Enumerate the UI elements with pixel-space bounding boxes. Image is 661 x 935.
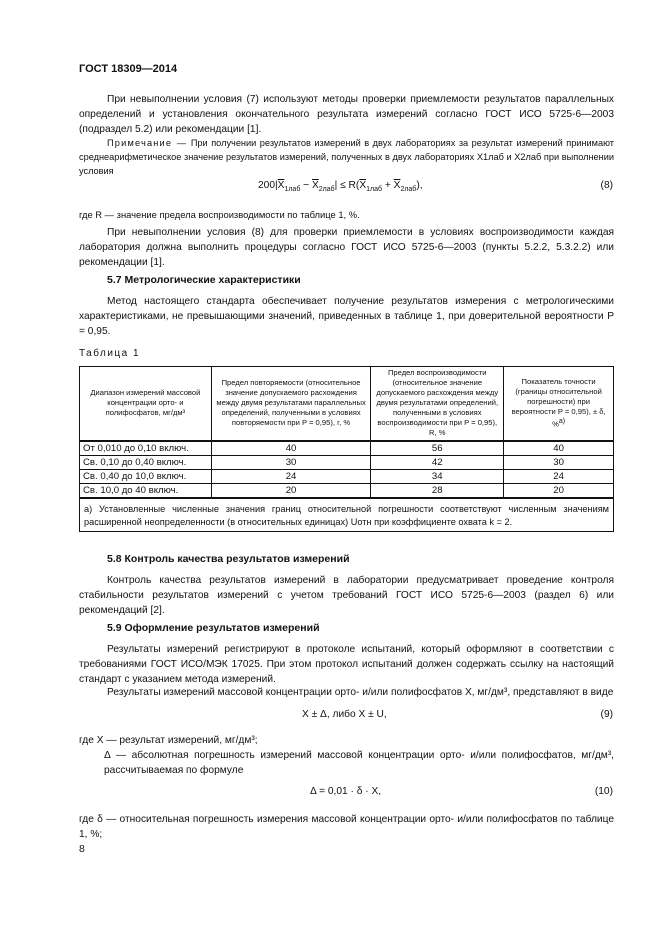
standard-header: ГОСТ 18309—2014 — [79, 63, 178, 75]
table-row: Св. 10,0 до 40 включ. 20 28 20 — [80, 483, 614, 498]
equation-8-number: (8) — [600, 180, 613, 191]
table-header-range: Диапазон измерений массовой концентрации орто- и полифосфатов, мг/дм³ — [80, 367, 212, 441]
section-5-8-title: 5.8 Контроль качества результатов измерений — [107, 553, 350, 565]
table-row: От 0,010 до 0,10 включ. 40 56 40 — [80, 441, 614, 456]
equation-10-number: (10) — [594, 786, 613, 797]
paragraph-protocol: Результаты измерений регистрируют в протоколе испытаний, который оформляют в соответствии с требованиями ГОСТ ИСО/МЭК 17025. При этом протокол испытаний должен содержать ссылку на настоящий стандарт с указанием метода измерений. — [79, 644, 614, 685]
section-5-7-title: 5.7 Метрологические характеристики — [107, 274, 301, 286]
where-R: где R — значение предела воспроизводимости по таблице 1, %. — [79, 209, 360, 220]
table-header-accuracy: Показатель точности (границы относительной погрешности) при вероятности P = 0,95), ± δ, %$^{а)}$ — [504, 367, 614, 441]
equation-8: $200|\overline{X}_{1лаб} - \overline{X}_{2лаб}| \le R(\overline{X}_{1лаб} + \overline{X}_{2лаб})$, — [258, 180, 423, 194]
note-paragraph — [79, 136, 614, 178]
table-footnote: а) Установленные численные значения границ относительной погрешности соответствуют численным значениям расширенной неопределенности (в относительных единицах) Uотн при коэффициенте охвата k = 2. — [80, 498, 614, 532]
paragraph-quality-control: Контроль качества результатов измерений в лаборатории предусматривает проведение контроля стабильности результатов измерений с учетом требований ГОСТ ИСО 5725-6—2003 (раздел 6) или рекомендаций [2]. — [79, 575, 614, 616]
where-X: где X — результат измерений, мг/дм³; — [79, 735, 258, 746]
paragraph-metrology: Метод настоящего стандарта обеспечивает получение результатов измерения с метрологическими характеристиками, не превышающими значений, приведенных в таблице 1, при доверительной вероятности P = 0,95. — [79, 296, 614, 337]
equation-10: Δ = 0,01 · δ · X, — [310, 786, 382, 797]
table-row: Св. 0,40 до 10,0 включ. 24 34 24 — [80, 469, 614, 483]
where-delta: Δ — абсолютная погрешность измерений массовой концентрации орто- и/или полифосфатов, мг/дм³, рассчитываемая по формуле — [104, 750, 614, 776]
section-5-9-title: 5.9 Оформление результатов измерений — [107, 622, 320, 634]
table-1 — [79, 366, 614, 532]
paragraph-condition-8: При невыполнении условия (8) для проверки приемлемости в условиях воспроизводимости каждая лаборатория должна выполнить процедуры согласно ГОСТ ИСО 5725-6—2003 (пункты 5.2.2, 5.3.2.2) или рекомендации [1]. — [79, 227, 614, 268]
equation-9-number: (9) — [600, 709, 613, 720]
note-label: Примечание — — [107, 138, 188, 148]
where-small-delta: где δ — относительная погрешность измерения массовой концентрации орто- и/или полифосфатов по таблице 1, %; — [79, 814, 614, 840]
note-text: При получении результатов измерений в двух лабораториях за результат измерений принимают среднеарифметическое значение результатов измерений, полученных в двух лабораториях X1лаб и X2лаб при выполнении условия — [79, 138, 614, 176]
page-number: 8 — [79, 843, 85, 855]
equation-9: X ± Δ, либо X ± U, — [302, 709, 387, 720]
table-header-repeatability: Предел повторяемости (относительное значение допускаемого расхождения между двумя результатами параллельных определений, полученными в условиях повторяемости при P = 0,95), r, % — [211, 367, 371, 441]
paragraph-results-form: Результаты измерений массовой концентрации орто- и/или полифосфатов X, мг/дм³, представляют в виде — [107, 687, 614, 698]
table-caption: Таблица 1 — [79, 348, 141, 359]
table-header-reproducibility: Предел воспроизводимости (относительное значение допускаемого расхождения между двумя результатами определений, полученными в условиях воспроизводимости при P = 0,95), R, % — [371, 367, 504, 441]
paragraph-condition-7: При невыполнении условия (7) используют методы проверки приемлемости результатов параллельных определений и установления окончательного результата измерений согласно ГОСТ ИСО 5725-6—2003 (подраздел 5.2) или рекомендации [1]. — [79, 94, 614, 135]
table-row: Св. 0,10 до 0,40 включ. 30 42 30 — [80, 455, 614, 469]
